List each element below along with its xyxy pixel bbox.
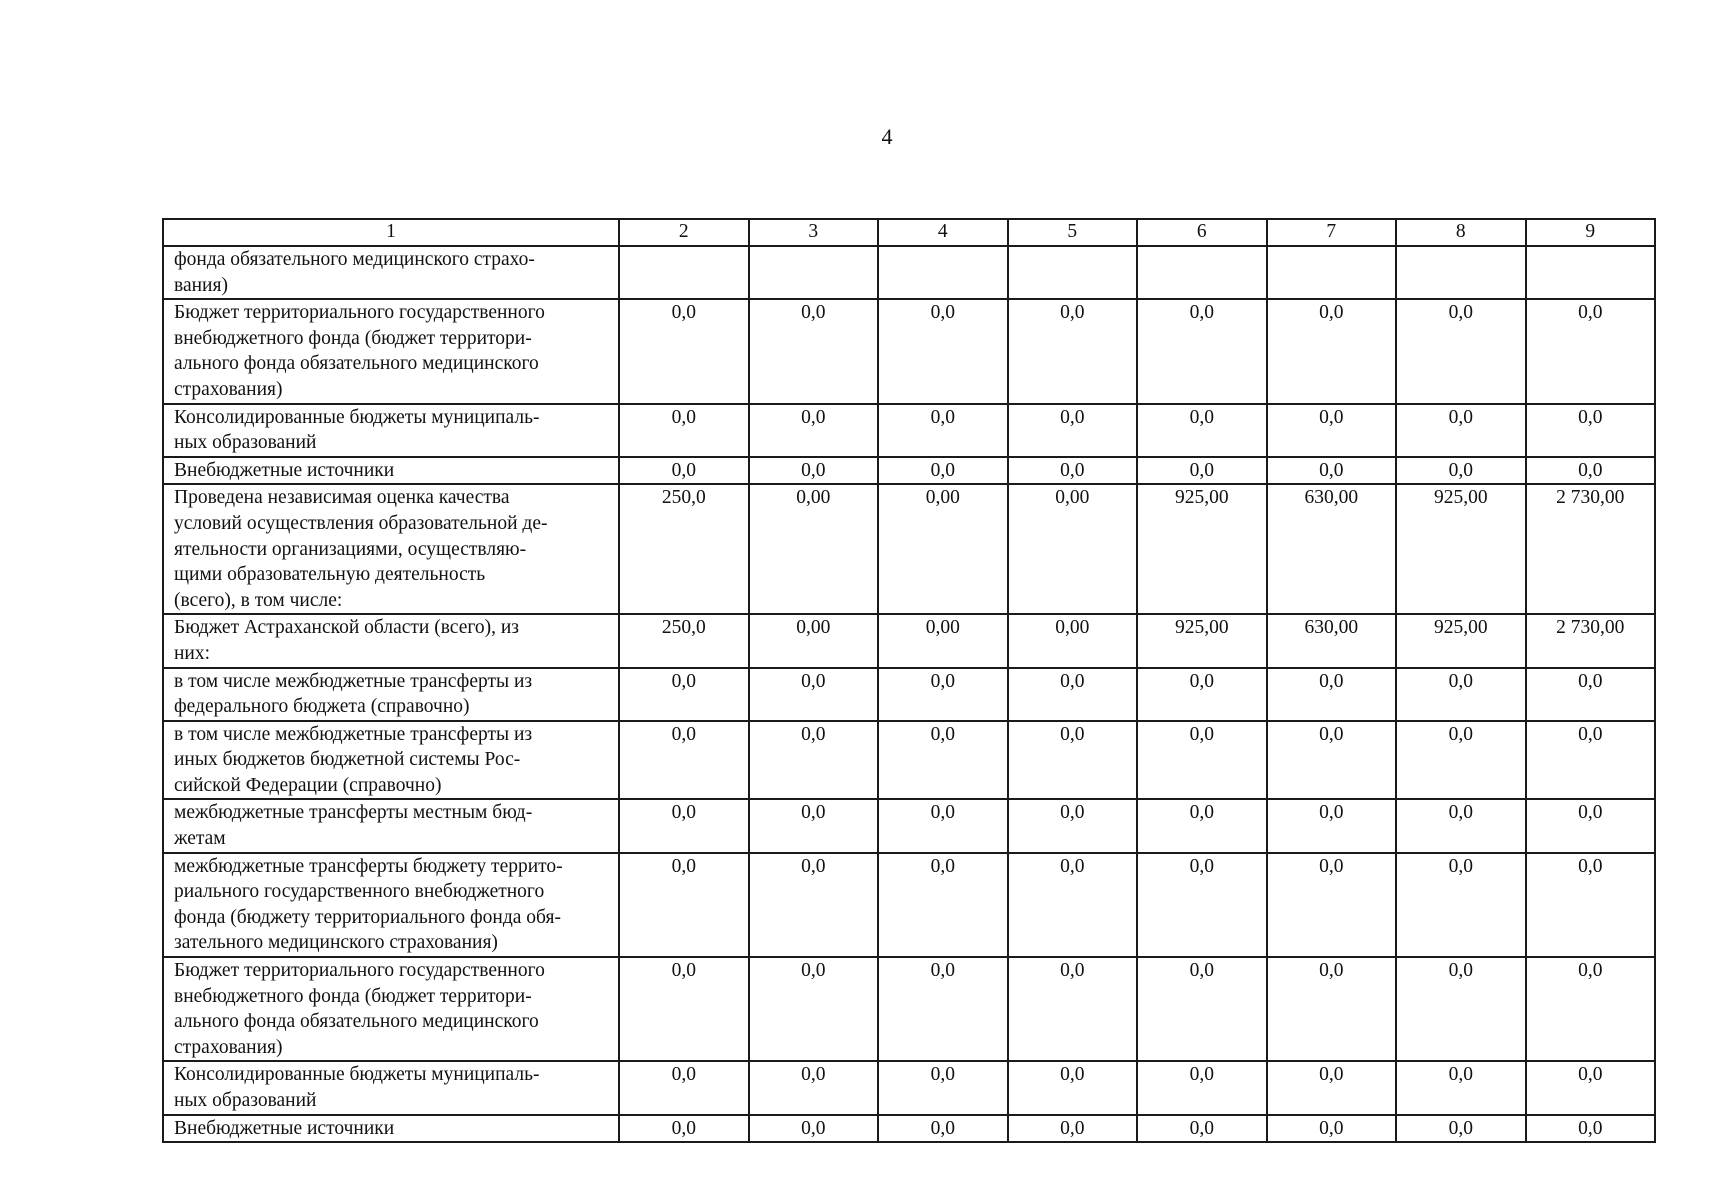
value-cell: 0,0 [878,457,1008,485]
value-cell: 250,0 [619,484,749,614]
value-cell: 0,0 [1137,299,1267,403]
column-header: 6 [1137,219,1267,246]
value-cell: 0,0 [1267,404,1397,457]
value-cell: 0,0 [1137,1115,1267,1143]
value-cell [1008,246,1138,299]
value-cell: 0,00 [749,484,879,614]
row-label: в том числе межбюджетные трансферты из иных бюджетов бюджетной системы Рос- сийской Федерации (справочно) [163,721,619,800]
value-cell: 0,0 [1396,404,1526,457]
value-cell: 0,0 [749,957,879,1061]
value-cell: 2 730,00 [1526,484,1656,614]
value-cell: 0,0 [749,853,879,957]
value-cell: 925,00 [1137,614,1267,667]
table-row [163,457,1655,485]
table-row [163,668,1655,721]
table-row [163,1061,1655,1114]
header-row [163,219,1655,246]
value-cell [1267,246,1397,299]
table-row [163,484,1655,614]
value-cell: 0,0 [1267,957,1397,1061]
column-header: 3 [749,219,879,246]
value-cell: 0,0 [619,404,749,457]
value-cell: 0,0 [1526,1061,1656,1114]
value-cell: 0,0 [1137,853,1267,957]
column-header: 9 [1526,219,1656,246]
value-cell: 0,0 [619,1115,749,1143]
value-cell: 0,0 [1526,299,1656,403]
value-cell: 0,0 [619,853,749,957]
value-cell: 0,00 [878,614,1008,667]
value-cell: 0,0 [619,721,749,800]
table-header [163,219,1655,246]
value-cell [878,246,1008,299]
value-cell: 0,0 [878,1115,1008,1143]
value-cell: 0,0 [749,299,879,403]
value-cell: 0,0 [1267,1061,1397,1114]
value-cell: 0,0 [1526,404,1656,457]
row-label: Бюджет Астраханской области (всего), из них: [163,614,619,667]
value-cell: 0,0 [878,668,1008,721]
value-cell: 0,0 [619,1061,749,1114]
value-cell: 0,0 [1267,668,1397,721]
value-cell: 0,0 [1526,721,1656,800]
value-cell: 0,0 [1526,668,1656,721]
value-cell: 0,0 [749,721,879,800]
value-cell: 0,0 [619,457,749,485]
column-header: 8 [1396,219,1526,246]
row-label: в том числе межбюджетные трансферты из федерального бюджета (справочно) [163,668,619,721]
value-cell: 2 730,00 [1526,614,1656,667]
row-label: Проведена независимая оценка качества условий осуществления образовательной де- ятельности организациями, осуществляю- щими образовательную деятельность (всего), в том числе: [163,484,619,614]
value-cell: 0,0 [1267,799,1397,852]
value-cell: 0,0 [1008,957,1138,1061]
value-cell: 0,0 [878,1061,1008,1114]
value-cell: 0,0 [749,799,879,852]
row-label: Консолидированные бюджеты муниципаль- ных образований [163,1061,619,1114]
value-cell: 0,0 [1396,721,1526,800]
value-cell: 0,0 [878,799,1008,852]
value-cell: 0,0 [1137,957,1267,1061]
table-row [163,853,1655,957]
value-cell: 0,0 [1267,853,1397,957]
value-cell: 0,00 [1008,484,1138,614]
row-label: Внебюджетные источники [163,457,619,485]
value-cell: 925,00 [1137,484,1267,614]
value-cell: 0,0 [1008,299,1138,403]
value-cell: 0,0 [1008,668,1138,721]
value-cell: 0,0 [1137,721,1267,800]
value-cell: 0,0 [878,404,1008,457]
value-cell: 0,0 [1526,799,1656,852]
value-cell: 0,0 [878,957,1008,1061]
value-cell: 0,0 [1267,457,1397,485]
value-cell: 0,0 [1396,1115,1526,1143]
row-label: Бюджет территориального государственного внебюджетного фонда (бюджет территори- ального фонда обязательного медицинского страхования) [163,957,619,1061]
value-cell: 0,0 [1396,299,1526,403]
value-cell: 0,00 [878,484,1008,614]
table-row [163,246,1655,299]
budget-table [162,218,1656,1143]
page-number: 4 [881,124,893,149]
value-cell: 0,0 [1137,668,1267,721]
table-row [163,957,1655,1061]
value-cell: 0,0 [619,957,749,1061]
value-cell: 0,0 [1526,853,1656,957]
value-cell: 0,0 [749,668,879,721]
value-cell: 0,0 [619,668,749,721]
value-cell [1396,246,1526,299]
value-cell: 0,0 [1137,799,1267,852]
value-cell: 0,0 [1526,957,1656,1061]
value-cell [1137,246,1267,299]
value-cell: 0,0 [1396,1061,1526,1114]
value-cell: 0,0 [1008,721,1138,800]
value-cell: 0,0 [1137,457,1267,485]
value-cell [1526,246,1656,299]
value-cell: 250,0 [619,614,749,667]
value-cell: 0,0 [1396,799,1526,852]
column-header: 5 [1008,219,1138,246]
value-cell: 0,0 [1008,799,1138,852]
value-cell [749,246,879,299]
column-header: 4 [878,219,1008,246]
table-row [163,799,1655,852]
value-cell: 0,0 [1396,853,1526,957]
value-cell: 0,0 [1396,457,1526,485]
column-header: 7 [1267,219,1397,246]
value-cell: 0,00 [1008,614,1138,667]
value-cell: 0,0 [1137,404,1267,457]
row-label: межбюджетные трансферты бюджету террито- риального государственного внебюджетного фонда (бюджету территориального фонда обя- зательного медицинского страхования) [163,853,619,957]
value-cell: 0,0 [1008,1115,1138,1143]
value-cell: 630,00 [1267,614,1397,667]
value-cell: 630,00 [1267,484,1397,614]
row-label: Бюджет территориального государственного внебюджетного фонда (бюджет территори- ального фонда обязательного медицинского страхования) [163,299,619,403]
value-cell: 0,0 [1526,457,1656,485]
value-cell: 0,0 [878,853,1008,957]
value-cell: 0,0 [1267,721,1397,800]
value-cell: 0,0 [619,299,749,403]
value-cell: 0,0 [749,404,879,457]
value-cell: 0,0 [878,299,1008,403]
value-cell: 925,00 [1396,484,1526,614]
value-cell: 0,0 [1267,299,1397,403]
table-body [163,246,1655,1142]
value-cell: 0,0 [1008,404,1138,457]
value-cell: 0,00 [749,614,879,667]
value-cell: 0,0 [878,721,1008,800]
value-cell: 0,0 [749,1115,879,1143]
table-row [163,299,1655,403]
table-row [163,1115,1655,1143]
value-cell: 0,0 [1396,957,1526,1061]
value-cell: 0,0 [1396,668,1526,721]
value-cell: 0,0 [749,1061,879,1114]
column-header: 2 [619,219,749,246]
value-cell: 0,0 [619,799,749,852]
value-cell: 0,0 [749,457,879,485]
value-cell: 925,00 [1396,614,1526,667]
column-header: 1 [163,219,619,246]
table-row [163,404,1655,457]
table-row [163,614,1655,667]
table-row [163,721,1655,800]
value-cell: 0,0 [1267,1115,1397,1143]
row-label: межбюджетные трансферты местным бюд- жетам [163,799,619,852]
value-cell: 0,0 [1526,1115,1656,1143]
row-label: фонда обязательного медицинского страхо- вания) [163,246,619,299]
value-cell: 0,0 [1137,1061,1267,1114]
value-cell [619,246,749,299]
value-cell: 0,0 [1008,457,1138,485]
row-label: Консолидированные бюджеты муниципаль- ных образований [163,404,619,457]
value-cell: 0,0 [1008,1061,1138,1114]
row-label: Внебюджетные источники [163,1115,619,1143]
value-cell: 0,0 [1008,853,1138,957]
